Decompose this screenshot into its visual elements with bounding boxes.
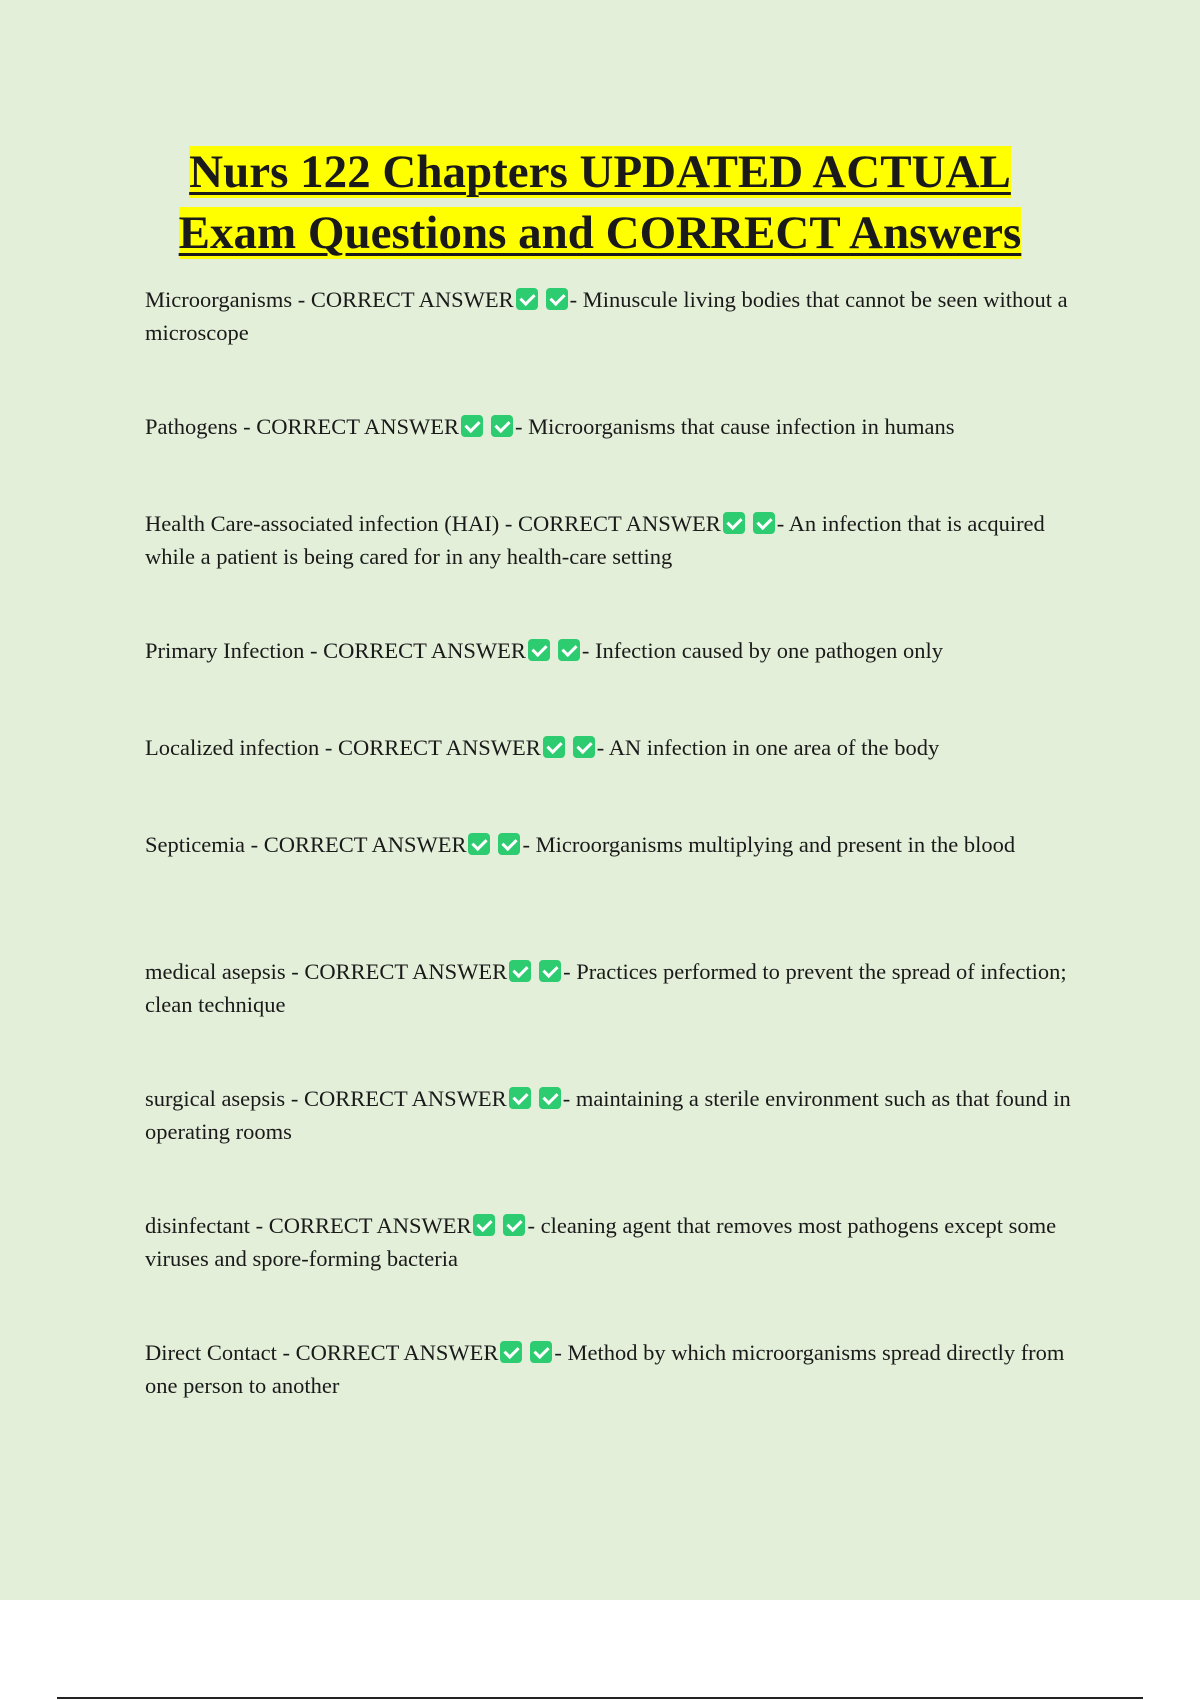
footer-divider [57, 1697, 1143, 1699]
qa-entry: Microorganisms - CORRECT ANSWER - Minuscule living bodies that cannot be seen without a microscope [145, 287, 1068, 345]
qa-entry: medical asepsis - CORRECT ANSWER - Practices performed to prevent the spread of infection; clean technique [145, 959, 1067, 1017]
entry-definition: Microorganisms that cause infection in humans [528, 414, 955, 439]
entry-answer-label: CORRECT ANSWER [338, 735, 541, 760]
qa-entry: Health Care-associated infection (HAI) - CORRECT ANSWER - An infection that is acquired while a patient is being cared for in any health-care setting [145, 511, 1045, 569]
entry-term: Septicemia [145, 832, 245, 857]
check-box-icon [498, 833, 520, 855]
check-box-icon [491, 415, 513, 437]
qa-entry: Septicemia - CORRECT ANSWER - Microorganisms multiplying and present in the blood [145, 832, 1016, 857]
check-box-icon [473, 1214, 495, 1236]
title-line-1: Nurs 122 Chapters UPDATED ACTUAL [189, 146, 1011, 198]
qa-entry: Direct Contact - CORRECT ANSWER - Method by which microorganisms spread directly from one person to another [145, 1340, 1065, 1398]
check-box-icon [500, 1341, 522, 1363]
check-box-icon [528, 639, 550, 661]
qa-entry: surgical asepsis - CORRECT ANSWER - maintaining a sterile environment such as that found in operating rooms [145, 1086, 1071, 1144]
check-box-icon [573, 736, 595, 758]
check-box-icon [753, 512, 775, 534]
check-box-icon [516, 288, 538, 310]
entry-definition: Practices performed to prevent the spread of infection; clean technique [145, 959, 1067, 1017]
entry-answer-label: CORRECT ANSWER [310, 287, 514, 312]
entry-answer-label: CORRECT ANSWER [268, 1213, 472, 1238]
check-box-icon [558, 639, 580, 661]
entry-term: Direct Contact [145, 1340, 277, 1365]
entry-answer-label: CORRECT ANSWER [263, 832, 467, 857]
entry-definition: Method by which microorganisms spread directly from one person to another [145, 1340, 1065, 1398]
check-box-icon [461, 415, 483, 437]
entry-definition: AN infection in one area of the body [608, 735, 940, 760]
check-box-icon [546, 288, 568, 310]
entry-answer-label: CORRECT ANSWER [303, 1086, 507, 1111]
entry-answer-label: CORRECT ANSWER [517, 511, 721, 536]
entry-term: disinfectant [145, 1213, 250, 1238]
qa-entry: Pathogens - CORRECT ANSWER - Microorganisms that cause infection in humans [145, 414, 955, 439]
entry-definition: maintaining a sterile environment such as that found in operating rooms [145, 1086, 1071, 1144]
entry-definition: An infection that is acquired while a patient is being cared for in any health-care setting [145, 511, 1045, 569]
check-box-icon [539, 1087, 561, 1109]
entry-answer-label: CORRECT ANSWER [323, 638, 526, 663]
entry-term: Microorganisms [145, 287, 293, 312]
check-box-icon [509, 1087, 531, 1109]
entry-term: medical asepsis [145, 959, 286, 984]
check-box-icon [503, 1214, 525, 1236]
check-box-icon [468, 833, 490, 855]
entry-term: surgical asepsis [145, 1086, 286, 1111]
entry-term: Primary Infection [145, 638, 305, 663]
entry-answer-label: CORRECT ANSWER [256, 414, 459, 439]
check-box-icon [543, 736, 565, 758]
qa-entry: Primary Infection - CORRECT ANSWER - Infection caused by one pathogen only [145, 638, 943, 663]
entry-definition: Infection caused by one pathogen only [594, 638, 943, 663]
entry-definition: Microorganisms multiplying and present in the blood [535, 832, 1016, 857]
entry-definition: cleaning agent that removes most pathogens except some viruses and spore-forming bacteria [145, 1213, 1057, 1271]
entry-answer-label: CORRECT ANSWER [295, 1340, 499, 1365]
check-box-icon [530, 1341, 552, 1363]
check-box-icon [723, 512, 745, 534]
entry-term: Localized infection [145, 735, 320, 760]
check-box-icon [509, 960, 531, 982]
entry-answer-label: CORRECT ANSWER [304, 959, 508, 984]
title-line-2: Exam Questions and CORRECT Answers [178, 207, 1022, 259]
entry-term: Pathogens [145, 414, 238, 439]
document-title [0, 142, 1200, 264]
entry-definition: Minuscule living bodies that cannot be seen without a microscope [145, 287, 1068, 345]
qa-entry: disinfectant - CORRECT ANSWER - cleaning agent that removes most pathogens except some viruses and spore-forming bacteria [145, 1213, 1057, 1271]
check-box-icon [539, 960, 561, 982]
entry-term: Health Care-associated infection (HAI) [145, 511, 500, 536]
qa-entry: Localized infection - CORRECT ANSWER - AN infection in one area of the body [145, 735, 940, 760]
